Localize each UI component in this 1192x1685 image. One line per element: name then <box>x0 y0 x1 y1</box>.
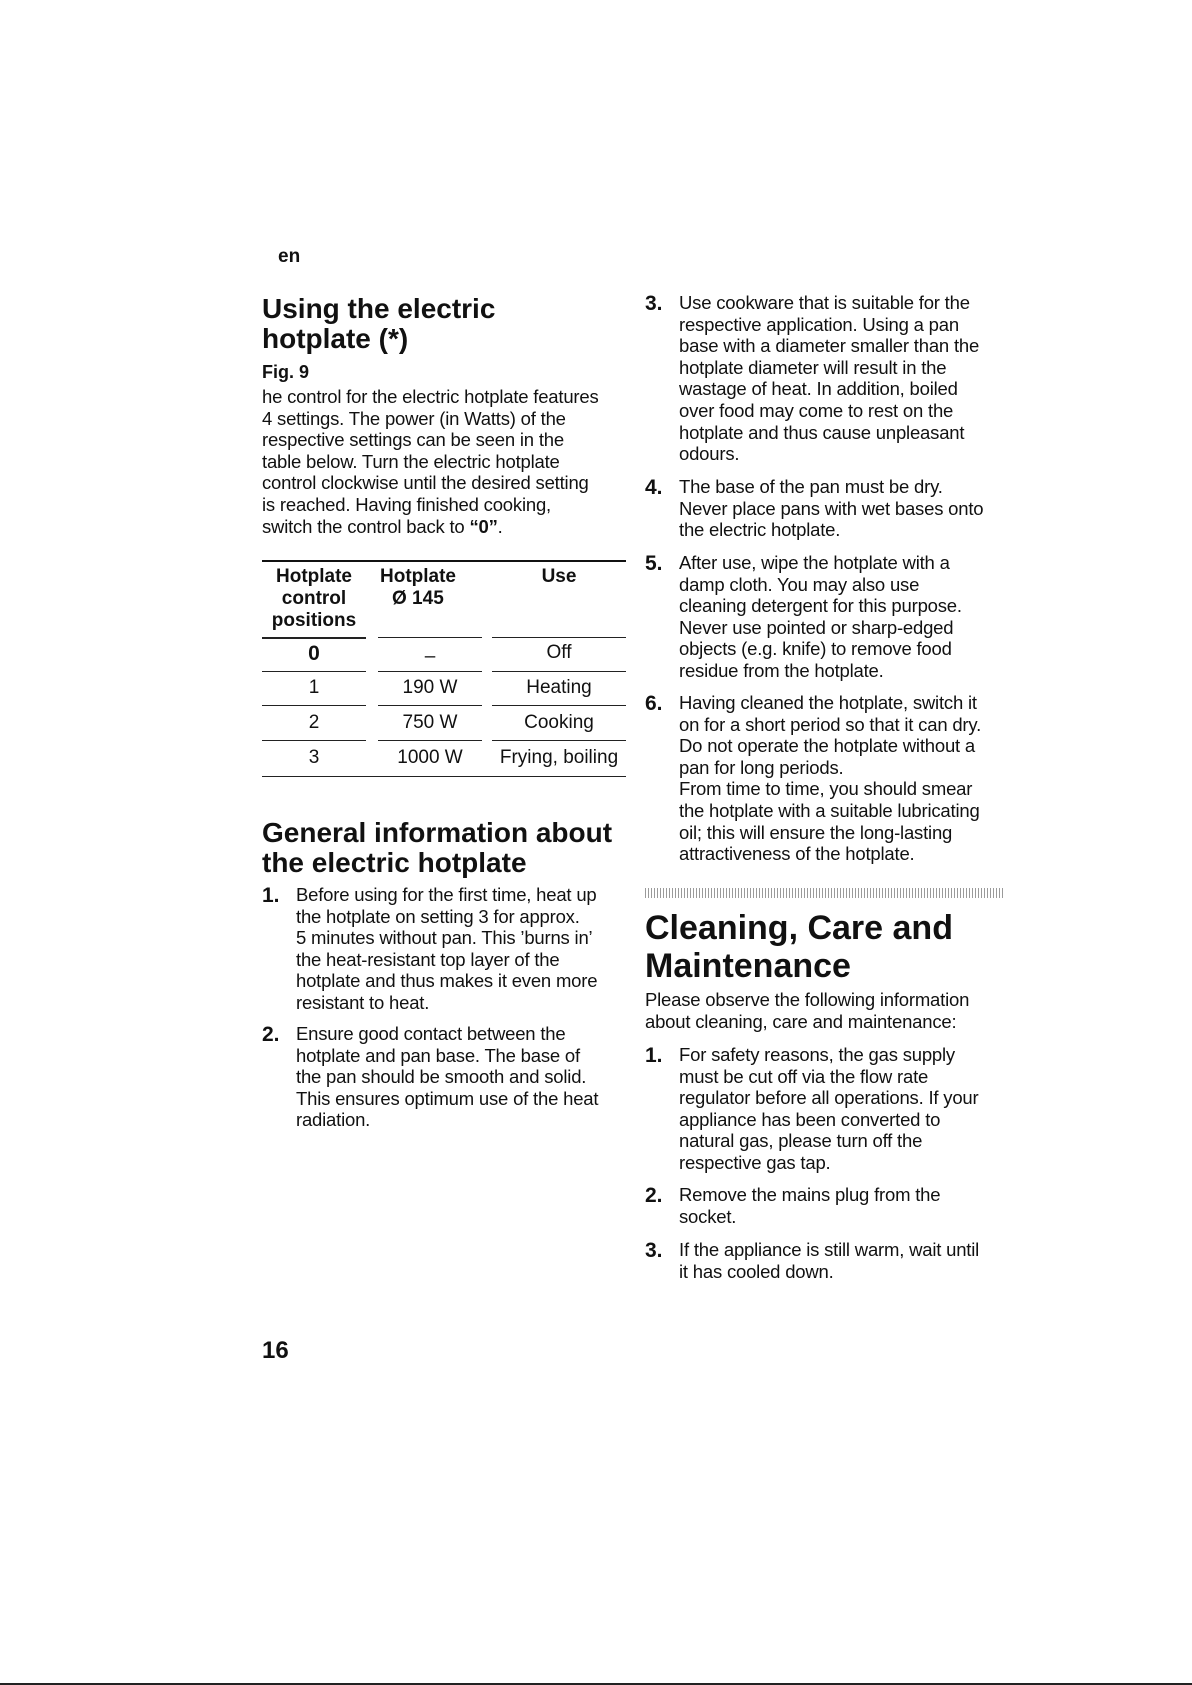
text-line: appliance has been converted to <box>679 1108 941 1130</box>
table-cell-power: 750 W <box>402 712 458 733</box>
text-line: Please observe the following information <box>645 989 970 1010</box>
emphasized-value: “0” <box>469 515 498 537</box>
table-cell-power: 190 W <box>402 677 458 698</box>
table-rule <box>492 740 626 741</box>
text-line: control clockwise until the desired setting <box>262 472 589 494</box>
text-line: over food may come to rest on the <box>679 399 954 421</box>
section-title-line2: hotplate (*) <box>262 323 409 354</box>
table-rule <box>378 740 482 741</box>
list-item <box>645 692 1015 872</box>
text-line: table below. Turn the electric hotplate <box>262 450 560 472</box>
text-line: damp cloth. You may also use <box>679 573 920 595</box>
table-rule <box>492 705 626 706</box>
header-line: Hotplate <box>276 566 352 587</box>
text-line: From time to time, you should smear <box>679 778 973 800</box>
list-item <box>645 476 1015 546</box>
table-header-use <box>492 566 626 588</box>
list-item-number: 2. <box>645 1184 663 1207</box>
list-item-text <box>296 884 597 1014</box>
section-title-line1: General information about <box>262 817 613 848</box>
text-line: on for a short period so that it can dry. <box>679 713 982 735</box>
text-fragment: switch the control back to <box>262 515 470 537</box>
table-rule <box>378 637 482 638</box>
text-line: Use cookware that is suitable for the <box>679 292 970 313</box>
text-line: socket. <box>679 1205 737 1227</box>
table-rule <box>262 705 366 706</box>
table-rule <box>378 671 482 672</box>
text-line: objects (e.g. knife) to remove food <box>679 638 952 660</box>
list-item <box>262 884 632 1024</box>
list-item <box>262 1023 632 1143</box>
section-using-hotplate <box>262 294 495 354</box>
text-line: Never use pointed or sharp-edged <box>679 616 954 638</box>
text-line: must be cut off via the flow rate <box>679 1065 929 1087</box>
table-cell-position: 1 <box>308 677 320 698</box>
table-cell-use: Cooking <box>524 712 594 733</box>
header-line: control <box>281 588 347 609</box>
text-line: Do not operate the hotplate without a <box>679 735 976 757</box>
table-cell-use: Heating <box>526 677 592 698</box>
text-line: hotplate and thus makes it even more <box>296 970 598 992</box>
table-rule <box>262 637 366 639</box>
header-line: positions <box>271 610 357 631</box>
text-line: hotplate diameter will result in the <box>679 356 947 378</box>
text-line: hotplate and pan base. The base of <box>296 1044 580 1066</box>
text-line: residue from the hotplate. <box>679 659 884 681</box>
table-cell-use: Frying, boiling <box>499 747 619 768</box>
table-rule <box>378 705 482 706</box>
list-item-text <box>679 1044 978 1174</box>
section-title-line1: Cleaning, Care and <box>645 909 953 947</box>
table-cell-position: 0 <box>308 642 320 665</box>
text-line: regulator before all operations. If your <box>679 1087 979 1109</box>
table-cell-position: 3 <box>308 747 320 768</box>
text-line: it has cooled down. <box>679 1260 834 1282</box>
page-number: 16 <box>262 1337 289 1364</box>
text-line: The base of the pan must be dry. <box>679 476 943 497</box>
text-line: 5 minutes without pan. This ’burns in’ <box>296 927 593 949</box>
header-line: Ø 145 <box>392 588 444 609</box>
text-line: wastage of heat. In addition, boiled <box>679 378 958 400</box>
intro-paragraph <box>262 386 632 537</box>
header-line: Use <box>541 566 577 587</box>
text-line: is reached. Having finished cooking, <box>262 493 551 515</box>
list-item-text <box>296 1023 598 1131</box>
text-line: Never place pans with wet bases onto <box>679 497 984 519</box>
text-line: the hotplate on setting 3 for approx. <box>296 905 580 927</box>
text-line: attractiveness of the hotplate. <box>679 843 915 865</box>
table-rule <box>492 671 626 672</box>
list-item <box>645 292 1015 472</box>
text-line: respective settings can be seen in the <box>262 429 564 451</box>
list-item-number: 5. <box>645 552 663 575</box>
table-header-hotplate-diameter <box>366 566 486 610</box>
list-item <box>645 1239 1015 1289</box>
list-item <box>645 1044 1015 1179</box>
text-line: odours. <box>679 443 740 465</box>
list-item-number: 6. <box>645 692 663 715</box>
text-fragment: . <box>497 515 503 537</box>
section-title-line2: the electric hotplate <box>262 847 527 878</box>
list-item-number: 1. <box>262 884 280 907</box>
text-line: Ensure good contact between the <box>296 1023 566 1044</box>
table-bottom-rule <box>262 776 626 777</box>
table-rule <box>262 740 366 741</box>
list-item <box>645 1184 1015 1234</box>
list-item-text <box>679 692 981 865</box>
list-item-text <box>679 476 983 541</box>
table-rule <box>492 637 626 638</box>
list-item-number: 1. <box>645 1044 663 1067</box>
list-item-number: 2. <box>262 1023 280 1046</box>
cleaning-intro-paragraph <box>645 989 1015 1032</box>
list-item-number: 3. <box>645 292 663 315</box>
text-line: Remove the mains plug from the <box>679 1184 941 1205</box>
text-line: the heat-resistant top layer of the <box>296 948 560 970</box>
text-line: After use, wipe the hotplate with a <box>679 552 950 573</box>
text-line: For safety reasons, the gas supply <box>679 1044 955 1065</box>
list-item <box>645 552 1015 687</box>
figure-reference: Fig. 9 <box>262 362 310 382</box>
list-item-text <box>679 1184 940 1227</box>
text-line: the pan should be smooth and solid. <box>296 1066 587 1088</box>
table-cell-position: 2 <box>308 712 320 733</box>
section-general-information <box>262 818 612 878</box>
table-cell-use: Off <box>546 642 572 663</box>
text-line: Before using for the first time, heat up <box>296 884 597 905</box>
text-line: he control for the electric hotplate features <box>262 386 599 407</box>
header-line: Hotplate <box>380 566 456 587</box>
list-item-text <box>679 292 979 465</box>
text-line: radiation. <box>296 1109 371 1131</box>
section-title-line1: Using the electric <box>262 293 496 324</box>
text-line: about cleaning, care and maintenance: <box>645 1010 957 1032</box>
text-line: the electric hotplate. <box>679 519 841 541</box>
list-item-number: 4. <box>645 476 663 499</box>
table-top-rule <box>262 560 626 562</box>
text-line: resistant to heat. <box>296 991 430 1013</box>
section-divider <box>645 888 1003 898</box>
table-rule <box>262 671 366 672</box>
text-line: This ensures optimum use of the heat <box>296 1087 599 1109</box>
text-line: Having cleaned the hotplate, switch it <box>679 692 977 713</box>
text-line: cleaning detergent for this purpose. <box>679 595 962 617</box>
list-item-text <box>679 552 962 682</box>
table-header-control-positions <box>262 566 366 632</box>
power-settings-table <box>262 560 626 780</box>
text-line: oil; this will ensure the long-lasting <box>679 821 953 843</box>
list-item-number: 3. <box>645 1239 663 1262</box>
text-line: pan for long periods. <box>679 756 844 778</box>
text-line: respective application. Using a pan <box>679 313 959 335</box>
language-code: en <box>278 246 301 267</box>
text-line: base with a diameter smaller than the <box>679 335 980 357</box>
section-title-line2: Maintenance <box>645 947 851 985</box>
text-line: 4 settings. The power (in Watts) of the <box>262 407 566 429</box>
list-item-text <box>679 1239 979 1282</box>
text-line: the hotplate with a suitable lubricating <box>679 799 980 821</box>
text-line <box>262 516 632 538</box>
section-cleaning-care <box>645 909 953 985</box>
text-line: If the appliance is still warm, wait until <box>679 1239 980 1260</box>
text-line: respective gas tap. <box>679 1151 831 1173</box>
text-line: hotplate and thus cause unpleasant <box>679 421 965 443</box>
table-cell-power: 1000 W <box>397 747 463 768</box>
text-line: natural gas, please turn off the <box>679 1130 923 1152</box>
table-cell-power: – <box>424 646 436 667</box>
